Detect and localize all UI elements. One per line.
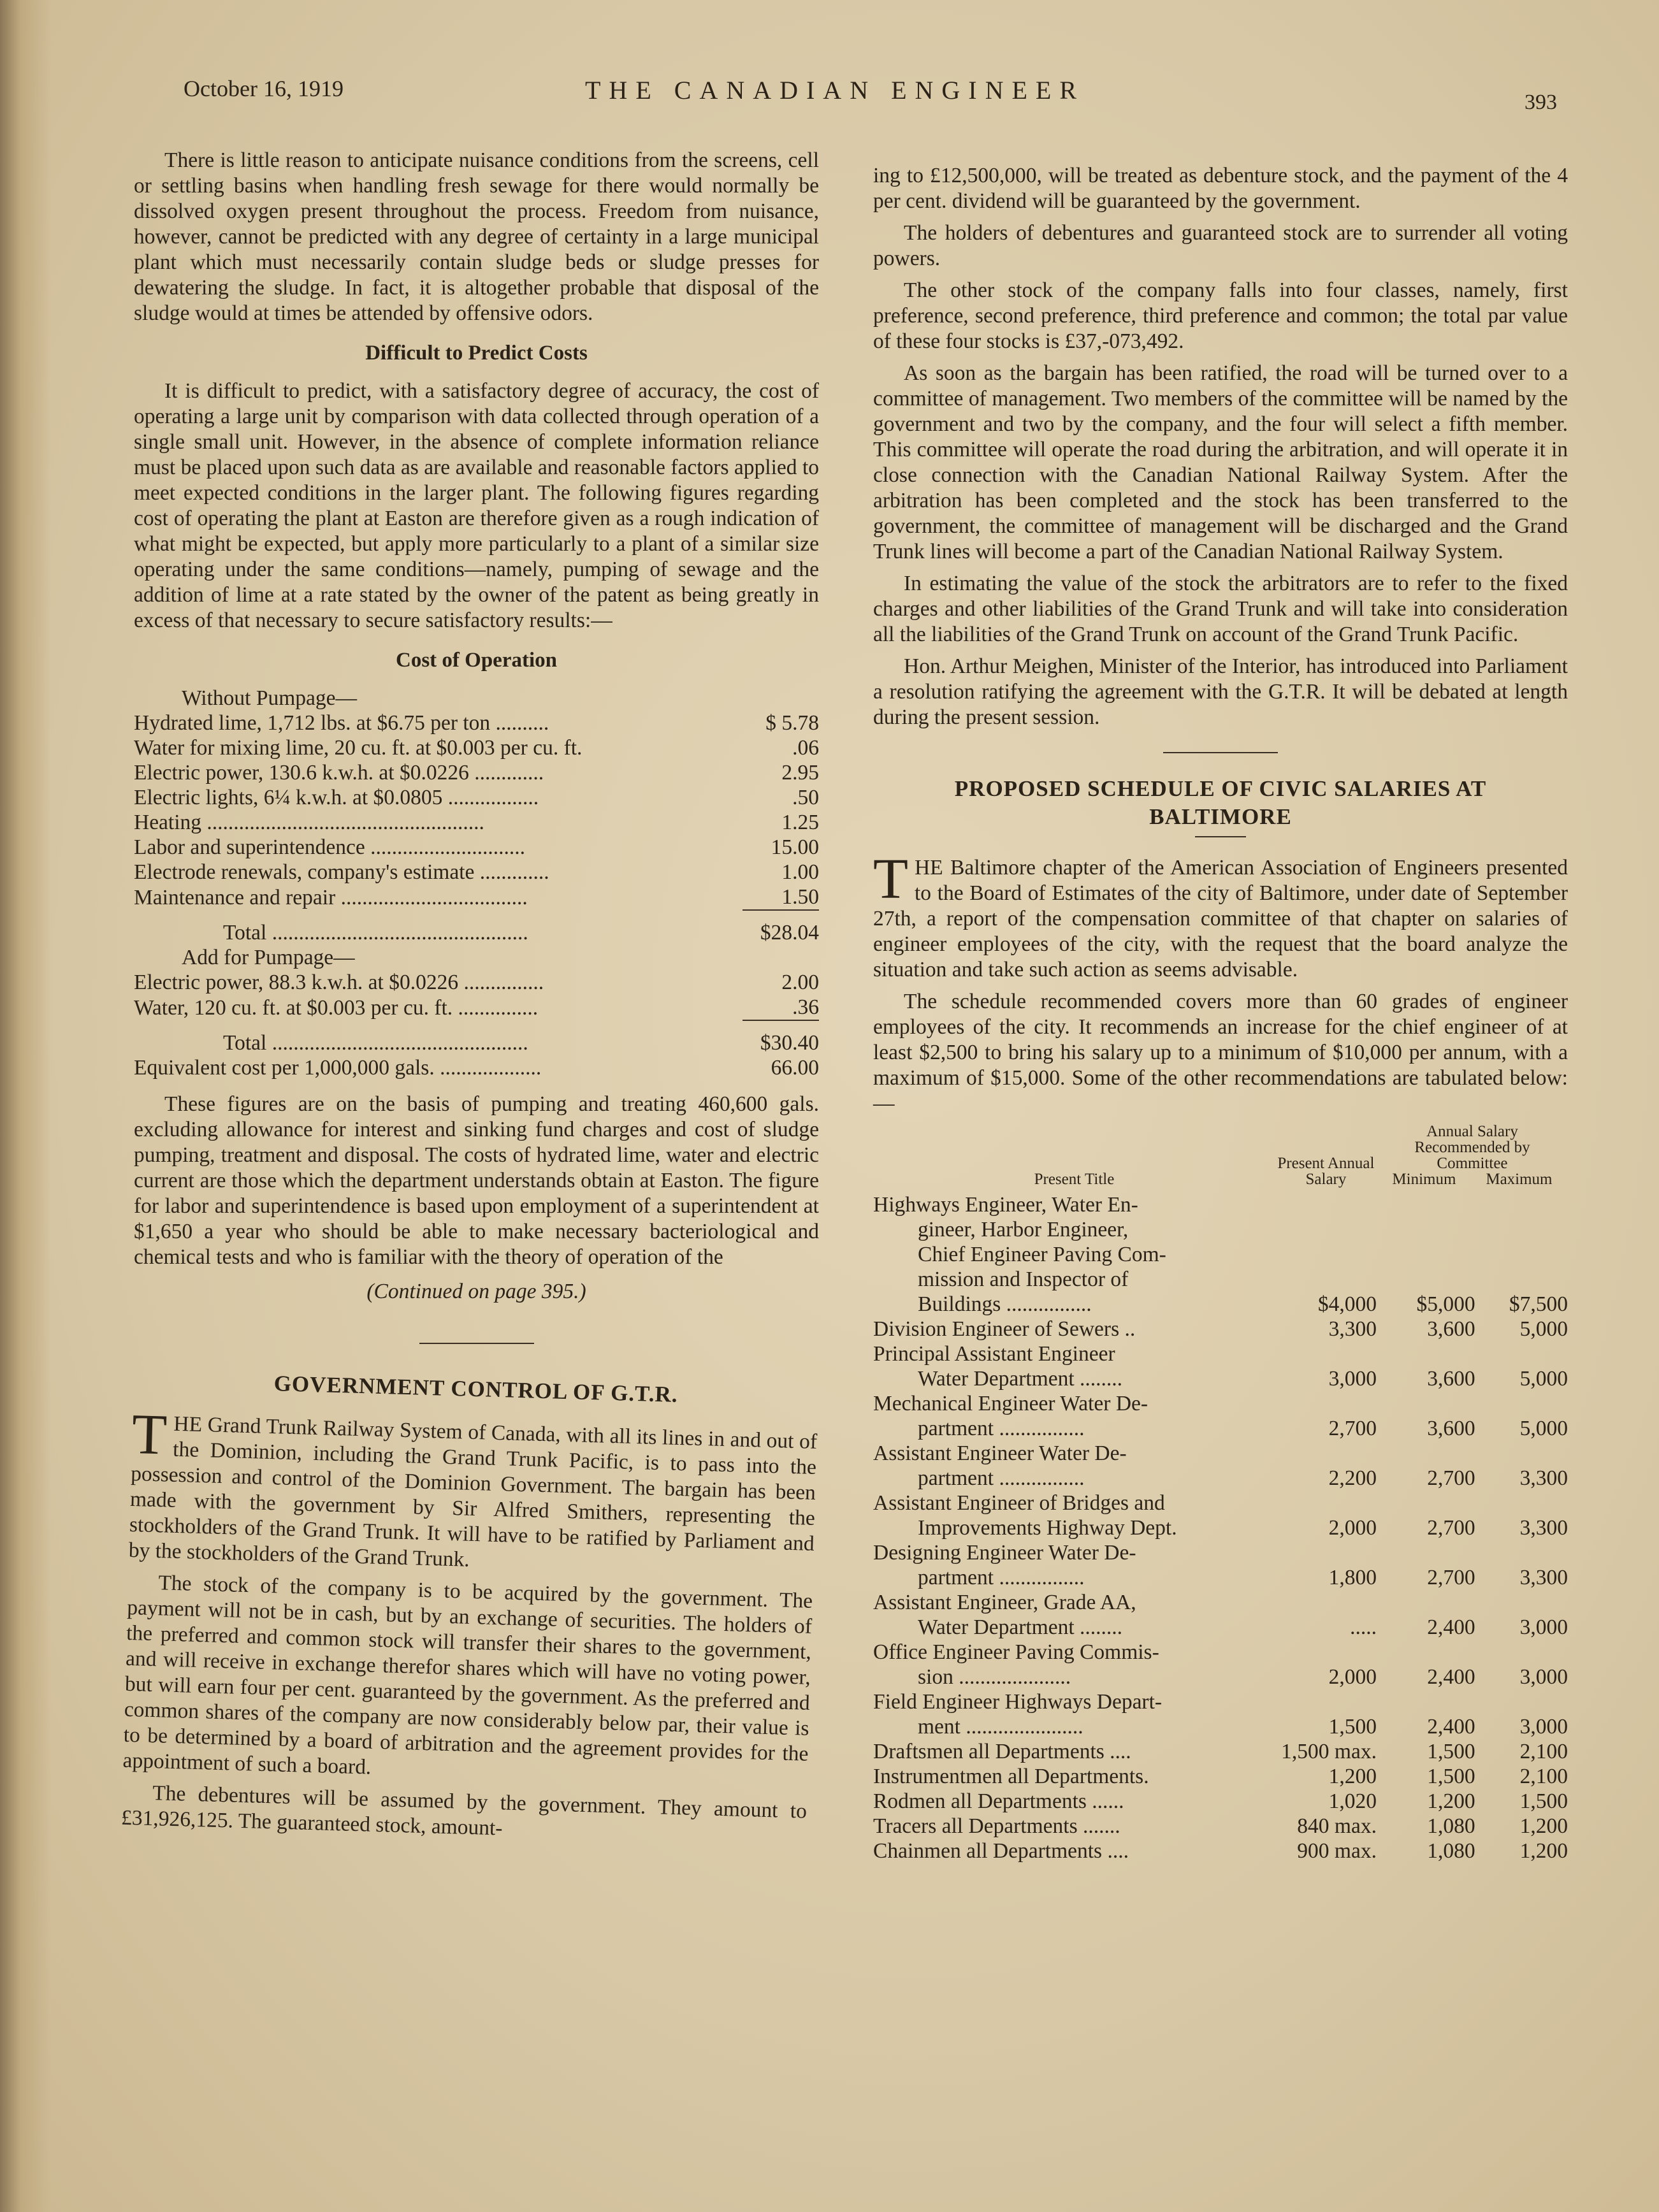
- table-row: [873, 1540, 1568, 1565]
- salary-present-cell: [1275, 1689, 1377, 1714]
- salary-title-cell: partment ................: [918, 1466, 1085, 1490]
- salary-present-cell: [1275, 1192, 1377, 1217]
- gtr-article: [121, 1366, 819, 1850]
- page-number: 393: [1525, 90, 1557, 114]
- gtr-heading: GOVERNMENT CONTROL OF G.T.R.: [273, 1371, 679, 1407]
- cost-row: Heating .................................................... 1.25: [134, 811, 819, 834]
- without-pumpage-label: Without Pumpage—: [182, 686, 358, 710]
- salary-title-cell: partment ................: [918, 1417, 1085, 1440]
- salary-title-cell: Principal Assistant Engineer: [873, 1342, 1115, 1366]
- salary-min-cell: 2,700: [1427, 1566, 1475, 1589]
- salary-max-cell: [1475, 1689, 1568, 1714]
- salary-min-cell: 3,600: [1427, 1417, 1475, 1440]
- salary-present-cell: [1275, 1391, 1377, 1416]
- salary-title-cell: Instrumentmen all Departments.: [873, 1765, 1149, 1788]
- table-row: [873, 1615, 1568, 1640]
- salary-min-cell: 3,600: [1427, 1367, 1475, 1391]
- salary-min-cell: [1377, 1640, 1475, 1665]
- table-row: [873, 1590, 1568, 1615]
- gtr-continued-paragraph: ing to £12,500,000, will be treated as debenture stock, and the payment of the 4 per cent. dividend will be guaranteed by the government.: [873, 164, 1568, 213]
- table-row: [873, 1466, 1568, 1491]
- salary-title-cell: Draftsmen all Departments ....: [873, 1740, 1131, 1763]
- salary-present-cell: 2,200: [1328, 1466, 1377, 1490]
- cost-row: Maintenance and repair ................................... 1.50: [134, 885, 819, 909]
- figures-paragraph: These figures are on the basis of pumping and treating 460,600 gals. excluding allowance for interest and sinking fund charges and cost of sludge pumping, treatment and disposal. The costs of hydrated lime, water and electric current are those which the department understands obtain at Easton. The figure for labor and superintendence is based upon employment of a superintendent at $1,650 a year who should be able to make necessary bacteriological and chemical tests and who is familiar with the theory of operation of the: [134, 1092, 819, 1269]
- cost-row: Water for mixing lime, 20 cu. ft. at $0.003 per cu. ft. .06: [134, 736, 819, 760]
- column-header-recommended: Annual Salary Recommended by Committee Minimum Maximum: [1392, 1123, 1553, 1188]
- equivalent-cost-row: Equivalent cost per 1,000,000 gals. ................... 66.00: [134, 1056, 819, 1080]
- salary-min-cell: 2,700: [1427, 1466, 1475, 1490]
- salary-min-cell: 1,200: [1427, 1789, 1475, 1813]
- salary-present-cell: 1,500 max.: [1281, 1740, 1377, 1763]
- salary-max-cell: $7,500: [1509, 1292, 1568, 1316]
- salary-min-cell: [1377, 1590, 1475, 1615]
- cost-row: Electrode renewals, company's estimate ............. 1.00: [134, 860, 819, 884]
- heading-rule: [1195, 836, 1246, 837]
- column-header-maximum: Maximum: [1486, 1171, 1553, 1188]
- section-heading-operation: Cost of Operation: [396, 649, 557, 672]
- salary-min-cell: 1,500: [1427, 1740, 1475, 1763]
- salary-title-cell: Assistant Engineer of Bridges and: [873, 1491, 1165, 1515]
- salary-present-cell: [1275, 1341, 1377, 1366]
- salary-present-cell: [1275, 1540, 1377, 1565]
- salary-title-cell: Improvements Highway Dept.: [918, 1516, 1177, 1540]
- salary-max-cell: [1475, 1540, 1568, 1565]
- salary-title-cell: Water Department ........: [918, 1616, 1123, 1639]
- salary-max-cell: [1475, 1640, 1568, 1665]
- salary-present-cell: 1,020: [1328, 1789, 1377, 1813]
- salary-max-cell: 2,100: [1519, 1765, 1568, 1788]
- table-row: [873, 1714, 1568, 1739]
- table-row: [873, 1317, 1568, 1341]
- salary-title-cell: mission and Inspector of: [918, 1268, 1129, 1291]
- baltimore-paragraph-2: The schedule recommended covers more than 60 grades of engineer employees of the city. It recommends an increase for the chief engineer of at least $2,500 to bring his salary up to a minimum of $10,000 per annum, with a maximum of $15,000. Some of the other recommendations are tabulated below:—: [873, 990, 1568, 1115]
- salary-title-cell: Highways Engineer, Water En-: [873, 1193, 1138, 1217]
- table-row: [873, 1267, 1568, 1292]
- salary-max-cell: 3,000: [1519, 1665, 1568, 1689]
- salary-max-cell: 3,000: [1519, 1715, 1568, 1739]
- table-row: [873, 1491, 1568, 1515]
- table-row: [873, 1192, 1568, 1217]
- add-pumpage-label: Add for Pumpage—: [182, 946, 355, 969]
- header-date: October 16, 1919: [184, 76, 344, 101]
- salary-schedule-table: [873, 1123, 1568, 1863]
- table-row: [873, 1292, 1568, 1317]
- salary-max-cell: 2,100: [1519, 1740, 1568, 1763]
- table-row: [873, 1441, 1568, 1466]
- salary-title-cell: Water Department ........: [918, 1367, 1123, 1391]
- baltimore-dropcap: T: [873, 848, 908, 911]
- salary-min-cell: 2,400: [1427, 1715, 1475, 1739]
- salary-max-cell: [1475, 1192, 1568, 1217]
- salary-present-cell: 2,000: [1328, 1665, 1377, 1689]
- salary-min-cell: [1377, 1491, 1475, 1515]
- salary-min-cell: $5,000: [1416, 1292, 1475, 1316]
- salary-present-cell: 2,700: [1328, 1417, 1377, 1440]
- cost-row: Hydrated lime, 1,712 lbs. at $6.75 per ton .......... $ 5.78: [134, 711, 819, 735]
- salary-max-cell: 3,300: [1519, 1466, 1568, 1490]
- table-row: [873, 1341, 1568, 1366]
- salary-min-cell: 2,400: [1427, 1616, 1475, 1639]
- salary-max-cell: [1475, 1441, 1568, 1466]
- salary-max-cell: [1475, 1491, 1568, 1515]
- table-row: [873, 1764, 1568, 1789]
- salary-max-cell: 3,300: [1519, 1566, 1568, 1589]
- baltimore-heading: PROPOSED SCHEDULE OF CIVIC SALARIES AT BALTIMORE: [954, 776, 1487, 829]
- salary-present-cell: 1,200: [1328, 1765, 1377, 1788]
- salary-title-cell: Designing Engineer Water De-: [873, 1541, 1136, 1565]
- salary-max-cell: [1475, 1217, 1568, 1242]
- salary-present-cell: $4,000: [1317, 1292, 1377, 1316]
- baltimore-paragraph-1: THE Baltimore chapter of the American Association of Engineers presented to the Board of Estimates of the city of Baltimore, under date of September 27th, a report of the compensation committee of that chapter on salaries of engineer employees of the city, with the request that the board analyze the situation and take such action as seems advisable.: [873, 848, 1568, 981]
- right-column: [873, 163, 1568, 1863]
- total-row: Total ................................................ $28.04: [134, 910, 819, 945]
- journal-title: THE CANADIAN ENGINEER: [585, 76, 1085, 105]
- salary-max-cell: [1475, 1341, 1568, 1366]
- salary-min-cell: [1377, 1391, 1475, 1416]
- salary-title-cell: Division Engineer of Sewers ..: [873, 1317, 1136, 1341]
- salary-min-cell: 1,500: [1427, 1765, 1475, 1788]
- gtr-paragraph-committee: As soon as the bargain has been ratified, the road will be turned over to a committee of management. Two members of the committee will be named by the government and two by the company, and the four will select a fifth member. This committee will operate the road during the arbitration, and will operate it in close connection with the Canadian National Railway System. After the arbitration has been completed and the stock has been transferred to the government, the committee of management will be discharged and the Grand Trunk lines will become a part of the Canadian National Railway System.: [873, 361, 1568, 563]
- salary-title-cell: Field Engineer Highways Depart-: [873, 1690, 1163, 1714]
- cost-of-operation-table: [134, 686, 819, 1080]
- salary-min-cell: 1,080: [1427, 1814, 1475, 1838]
- salary-max-cell: [1475, 1242, 1568, 1267]
- salary-present-cell: [1275, 1590, 1377, 1615]
- table-row: [873, 1640, 1568, 1665]
- table-row: [873, 1416, 1568, 1441]
- salary-present-cell: [1275, 1242, 1377, 1267]
- salary-min-cell: 3,600: [1427, 1317, 1475, 1341]
- binding-shadow: [0, 0, 51, 2212]
- salary-title-cell: Assistant Engineer, Grade AA,: [873, 1591, 1136, 1614]
- salary-max-cell: [1475, 1391, 1568, 1416]
- gtr-paragraph-2: The stock of the company is to be acquired by the government. The payment will not be in cash, but by an exchange of securities. The holders of the preferred and common stock will transfer their shares to the government, and will receive in exchange therefor shares which will have no voting power, but will earn four per cent. guaranteed by the government. As the preferred and common shares of the company are now considerably below par, their value is to be determined by a board of arbitration and the agreement provides for the appointment of such a board.: [122, 1571, 813, 1779]
- salary-max-cell: [1475, 1590, 1568, 1615]
- salary-min-cell: [1377, 1689, 1475, 1714]
- salary-max-cell: 3,000: [1519, 1616, 1568, 1639]
- salary-min-cell: [1377, 1441, 1475, 1466]
- cost-row: Water, 120 cu. ft. at $0.003 per cu. ft. ............... .36: [134, 995, 819, 1020]
- salary-present-cell: 2,000: [1328, 1516, 1377, 1540]
- salary-min-cell: [1377, 1192, 1475, 1217]
- gtr-paragraph-1: THE Grand Trunk Railway System of Canada, with all its lines in and out of the Dominion, including the Grand Trunk Pacific, is to pass into the possession and control of the Dominion Government. The bargain has been made with the government by Sir Alfred Smithers, representing the stockholders of the Grand Trunk. It will have to be ratified by Parliament and by the stockholders of the Grand Trunk.: [128, 1402, 818, 1572]
- salary-title-cell: partment ................: [918, 1566, 1085, 1589]
- salary-max-cell: 5,000: [1519, 1367, 1568, 1391]
- salary-max-cell: 5,000: [1519, 1317, 1568, 1341]
- salary-max-cell: 1,200: [1519, 1814, 1568, 1838]
- salary-present-cell: [1275, 1640, 1377, 1665]
- table-row: [873, 1391, 1568, 1416]
- salary-min-cell: [1377, 1217, 1475, 1242]
- salary-min-cell: 2,400: [1427, 1665, 1475, 1689]
- salary-present-cell: [1275, 1441, 1377, 1466]
- salary-title-cell: Tracers all Departments .......: [873, 1814, 1120, 1838]
- table-row: [873, 1515, 1568, 1540]
- cost-row: Electric power, 88.3 k.w.h. at $0.0226 ............... 2.00: [134, 971, 819, 994]
- salary-max-cell: [1475, 1267, 1568, 1292]
- salary-min-cell: [1377, 1540, 1475, 1565]
- salary-title-cell: Rodmen all Departments ......: [873, 1789, 1124, 1813]
- salary-present-cell: 3,300: [1328, 1317, 1377, 1341]
- salary-present-cell: 840 max.: [1297, 1814, 1377, 1838]
- salary-present-cell: 900 max.: [1297, 1839, 1377, 1863]
- salary-title-cell: ment ......................: [918, 1715, 1083, 1739]
- table-row: [873, 1689, 1568, 1714]
- salary-title-cell: Office Engineer Paving Commis-: [873, 1640, 1159, 1664]
- salary-present-cell: .....: [1350, 1616, 1377, 1639]
- column-header-minimum: Minimum: [1392, 1171, 1456, 1188]
- salary-title-cell: Chief Engineer Paving Com-: [918, 1243, 1166, 1266]
- table-row: [873, 1739, 1568, 1764]
- salary-min-cell: [1377, 1341, 1475, 1366]
- continued-note: (Continued on page 395.): [366, 1280, 586, 1303]
- section-heading-costs: Difficult to Predict Costs: [365, 342, 588, 365]
- salary-present-cell: [1275, 1491, 1377, 1515]
- section-divider: [419, 1343, 534, 1344]
- salary-present-cell: [1275, 1267, 1377, 1292]
- table-row: [873, 1565, 1568, 1590]
- salary-present-cell: 1,500: [1328, 1715, 1377, 1739]
- total-row: Total ................................................ $30.40: [134, 1020, 819, 1055]
- salary-max-cell: 5,000: [1519, 1417, 1568, 1440]
- table-row: [873, 1814, 1568, 1839]
- cost-row: Electric power, 130.6 k.w.h. at $0.0226 ............. 2.95: [134, 761, 819, 784]
- salary-max-cell: 3,300: [1519, 1516, 1568, 1540]
- salary-title-cell: gineer, Harbor Engineer,: [918, 1218, 1129, 1241]
- salary-title-cell: sion .....................: [918, 1665, 1071, 1689]
- table-row: [873, 1789, 1568, 1814]
- gtr-paragraph-stock: The other stock of the company falls into four classes, namely, first preference, second preference, third preference and common; the total par value of these four stocks is £37,-073,492.: [873, 278, 1568, 353]
- salary-max-cell: 1,200: [1519, 1839, 1568, 1863]
- column-header-present: Present Annual Salary: [1277, 1155, 1375, 1188]
- costs-paragraph: It is difficult to predict, with a satisfactory degree of accuracy, the cost of operating a large unit by comparison with data collected through operation of a single small unit. However, in the absence of complete information reliance must be placed upon such data as are available and reasonable factors applied to meet expected conditions in the larger plant. The following figures regarding cost of operating the plant at Easton are therefore given as a rough indication of what might be expected, but apply more particularly to a plant of a similar size operating under the same conditions—namely, pumping of sewage and the addition of lime at a rate stated by the owner of the patent as being greatly in excess of that necessary to secure satisfactory results:—: [134, 379, 819, 632]
- salary-title-cell: Mechanical Engineer Water De-: [873, 1392, 1148, 1415]
- section-divider: [1163, 752, 1278, 753]
- salary-present-cell: 1,800: [1328, 1566, 1377, 1589]
- gtr-paragraph-3: The debentures will be assumed by the government. They amount to £31,926,125. The guaranteed stock, amount-: [120, 1781, 808, 1840]
- table-row: [873, 1839, 1568, 1863]
- table-row: [873, 1665, 1568, 1689]
- gtr-paragraph-voting: The holders of debentures and guaranteed stock are to surrender all voting powers.: [873, 221, 1568, 270]
- table-row: [873, 1217, 1568, 1242]
- table-row: [873, 1242, 1568, 1267]
- gtr-paragraph-meighen: Hon. Arthur Meighen, Minister of the Interior, has introduced into Parliament a resolution ratifying the agreement with the G.T.R. It will be debated at length during the present session.: [873, 654, 1568, 729]
- salary-title-cell: Buildings ................: [918, 1292, 1092, 1316]
- salary-title-cell: Chainmen all Departments ....: [873, 1839, 1129, 1863]
- salary-min-cell: [1377, 1242, 1475, 1267]
- salary-title-cell: Assistant Engineer Water De-: [873, 1442, 1127, 1465]
- salary-min-cell: [1377, 1267, 1475, 1292]
- gtr-paragraph-arbitrators: In estimating the value of the stock the arbitrators are to refer to the fixed charges and other liabilities of the Grand Trunk and will take into consideration all the liabilities of the Grand Trunk on account of the Grand Trunk Pacific.: [873, 572, 1568, 646]
- nuisance-paragraph: There is little reason to anticipate nuisance conditions from the screens, cell or settling basins when handling fresh sewage for there would normally be dissolved oxygen present throughout the process. Freedom from nuisance, however, cannot be predicted with any degree of certainty in a large municipal plant which must necessarily contain sludge beds or sludge presses for dewatering the sludge. In fact, it is altogether probable that disposal of the sludge would at times be attended by offensive odors.: [134, 148, 819, 325]
- salary-min-cell: 1,080: [1427, 1839, 1475, 1863]
- salary-max-cell: 1,500: [1519, 1789, 1568, 1813]
- cost-row: Labor and superintendence ............................. 15.00: [134, 835, 819, 859]
- left-column: [120, 148, 819, 1840]
- salary-present-cell: [1275, 1217, 1377, 1242]
- salary-min-cell: 2,700: [1427, 1516, 1475, 1540]
- salary-present-cell: 3,000: [1328, 1367, 1377, 1391]
- cost-row: Electric lights, 6¼ k.w.h. at $0.0805 ................. .50: [134, 786, 819, 809]
- page-header: [184, 75, 1557, 120]
- gtr-dropcap: T: [131, 1402, 168, 1467]
- column-header-title: Present Title: [1034, 1171, 1115, 1188]
- table-row: [873, 1366, 1568, 1391]
